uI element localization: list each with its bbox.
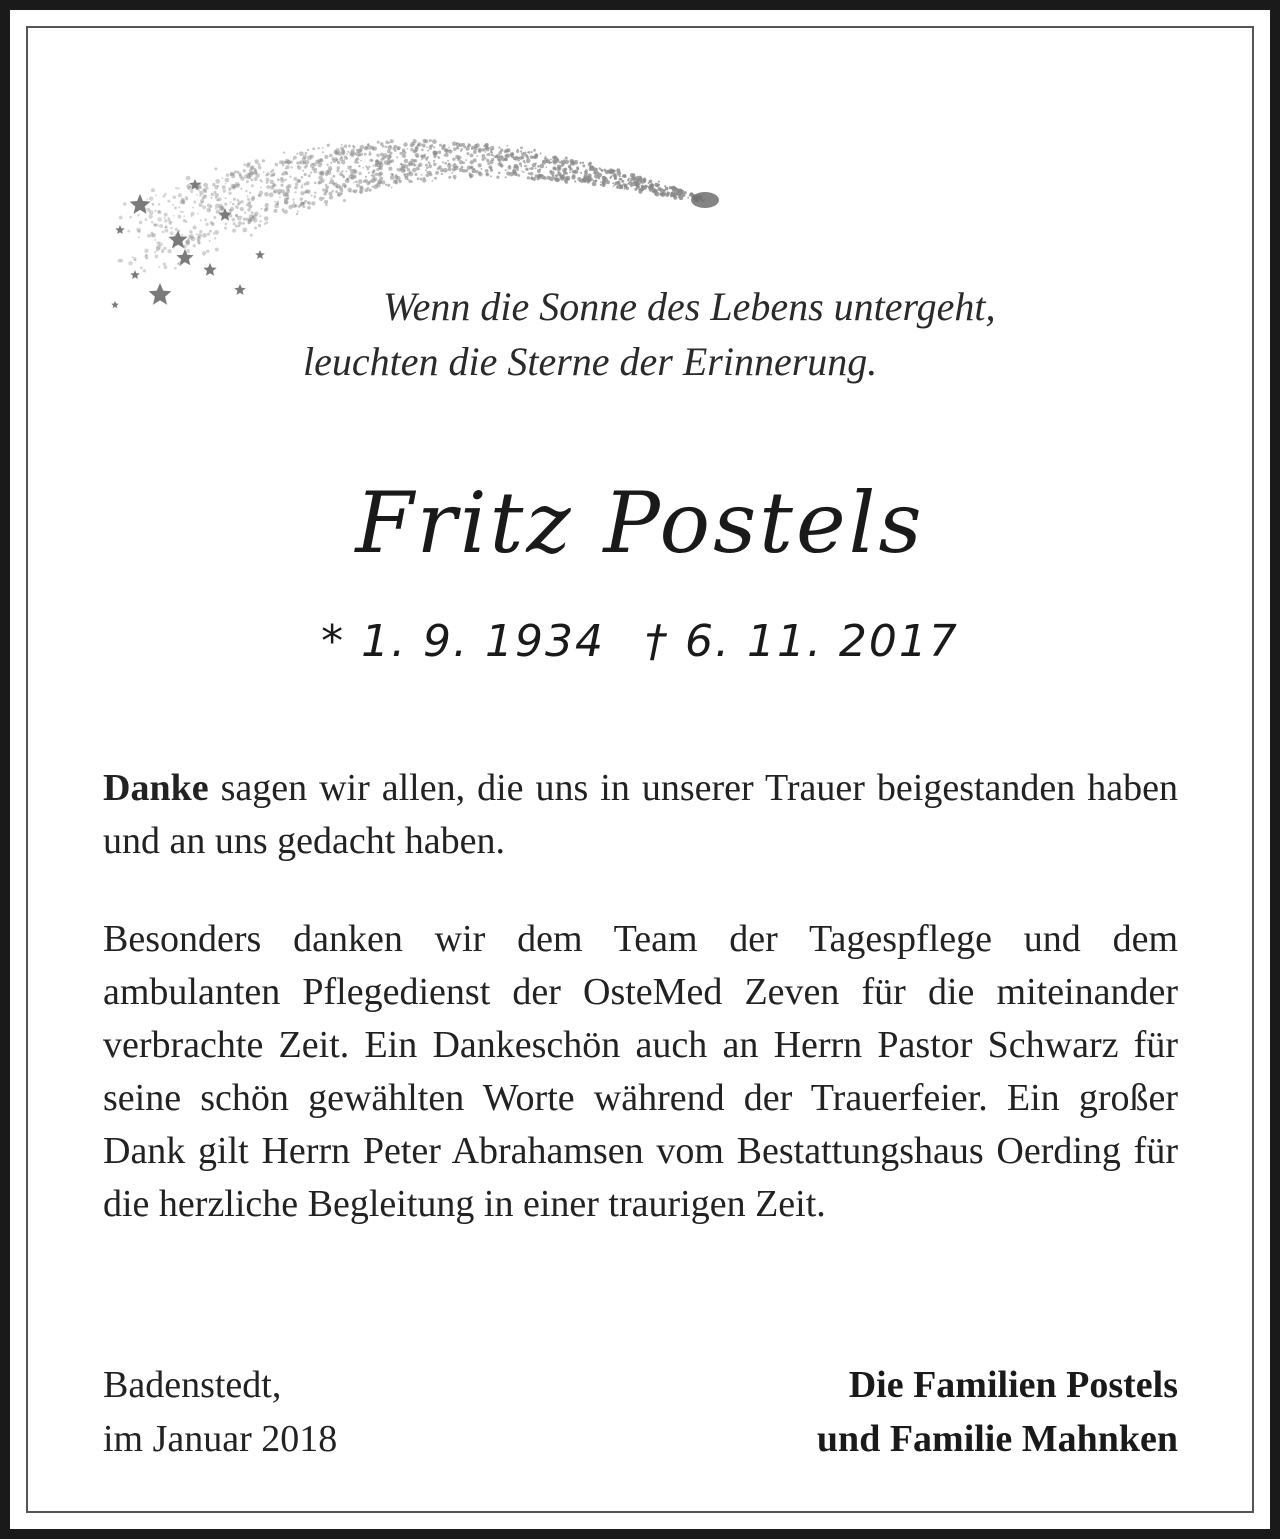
- thanks-text: sagen wir allen, die uns in unserer Trauer beigestanden haben und an uns gedacht haben.: [103, 767, 1178, 862]
- death-date: † 6. 11. 2017: [645, 616, 959, 667]
- signature-families: [817, 1358, 1178, 1466]
- place: Badenstedt,: [103, 1364, 282, 1406]
- birth-date: * 1. 9. 1934: [321, 616, 605, 667]
- special-thanks-paragraph: Besonders danken wir dem Team der Tagespflege und dem ambulanten Pflegedienst der OsteMed Zeven für die miteinander verbrachte Zeit. Ein Dankeschön auch an Herrn Pastor Schwarz für seine schön gewählten Worte während der Trauerfeier. Ein großer Dank gilt Herrn Peter Abrahamsen vom Bestattungshaus Oerding für die herzliche Begleitung in einer traurigen Zeit.: [103, 918, 1178, 1225]
- motto-line-1: Wenn die Sonne des Lebens untergeht,: [383, 284, 996, 329]
- date: im Januar 2018: [103, 1418, 338, 1460]
- deceased-name: Fritz Postels: [355, 474, 925, 572]
- family-line-1: Die Familien Postels: [848, 1364, 1178, 1406]
- thanks-paragraph: [103, 762, 1178, 868]
- life-dates: [0, 612, 1280, 672]
- family-line-2: und Familie Mahnken: [816, 1418, 1178, 1460]
- motto-line-2: leuchten die Sterne der Erinnerung.: [303, 339, 878, 384]
- thanks-lead: Danke: [103, 767, 209, 809]
- place-and-date: [103, 1358, 337, 1466]
